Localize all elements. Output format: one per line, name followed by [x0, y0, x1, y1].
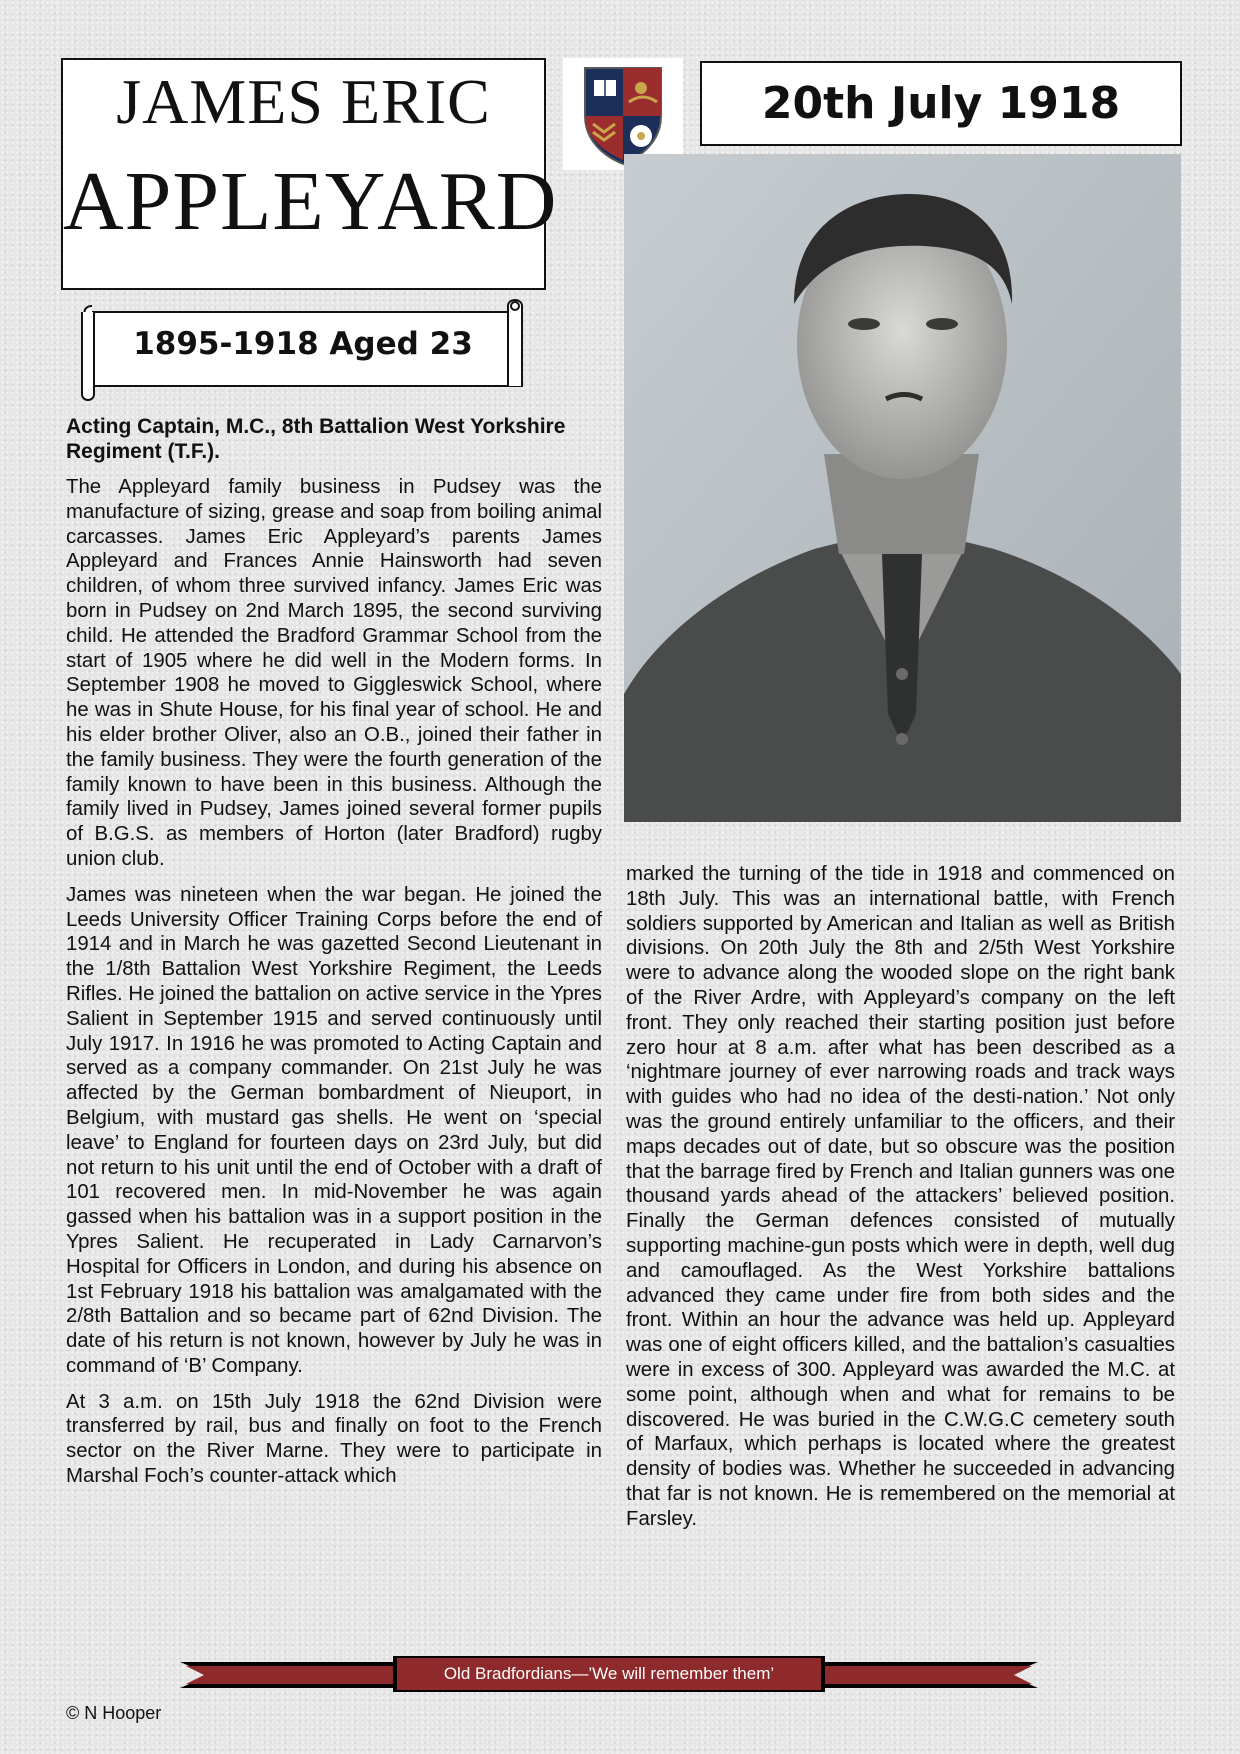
lifespan-scroll — [78, 298, 530, 402]
paragraph: The Appleyard family business in Pudsey was the manufacture of sizing, grease and soap from boiling animal carcasses. James Eric Appleyard’s parents James Appleyard and Frances Annie Hainsworth had seven children, of whom three survived infancy. James Eric was born in Pudsey on 2nd March 1895, the second surviving child. He attended the Bradford Grammar School from the start of 1905 where he did well in the Modern forms. In September 1908 he moved to Giggleswick School, where he was in Shute House, for his final year of school. He and his elder brother Oliver, also an O.B., joined their father in the family business. They were the fourth generation of the family known to have been in this business. Although the family lived in Pudsey, James joined several former pupils of B.G.S. as members of Horton (later Bradford) rugby union club. — [66, 476, 602, 870]
article-right-column — [626, 862, 1175, 1543]
paragraph: marked the turning of the tide in 1918 and commenced on 18th July. This was an international battle, with French soldiers supported by American and Italian as well as British divisions. On 20th July the 8th and 2/5th West Yorkshire were to advance along the wooded slope on the right bank of the River Ardre, with Appleyard’s company on the left front. They only reached their starting position just before zero hour at 8 a.m. after what has been described as a ‘nightmare journey of ever narrowing roads and track ways with guides who had no idea of the desti-nation.’ Not only was the ground entirely unfamiliar to the officers, and their maps decades out of date, but so obscure was the position that the barrage fired by French and Italian gunners was one thousand yards ahead of the attackers’ believed position. Finally the German defences consisted of mutually supporting machine-gun posts which were in depth, well dug and camouflaged. As the West Yorkshire battalions advanced they came under fire from both sides and the front. Within an hour the advance was held up. Appleyard was one of eight officers killed, and the battalion’s casualties were in excess of 300. Appleyard was awarded the M.C. at some point, although when and what for remains to be discovered. He was buried in the C.W.G.C cemetery south of Marfaux, which perhaps is located where the greatest density of bodies was. Whether he succeeded in advancing that far is not known. He is remembered on the memorial at Farsley. — [626, 863, 1175, 1530]
first-names: JAMES ERIC — [116, 66, 491, 137]
rank-subheading: Acting Captain, M.C., 8th Battalion West Yorkshire Regiment (T.F.). — [66, 415, 566, 463]
portrait-photo — [624, 154, 1181, 822]
surname: APPLEYARD — [63, 155, 558, 248]
copyright: © N Hooper — [66, 1703, 162, 1723]
name-box — [61, 58, 558, 290]
paragraph: At 3 a.m. on 15th July 1918 the 62nd Division were transferred by rail, bus and finally on foot to the French sector on the River Marne. They were to participate in Marshal Foch’s counter-attack which — [66, 1390, 602, 1488]
article-left-column — [66, 414, 602, 1500]
paragraph: James was nineteen when the war began. He joined the Leeds University Officer Training Corps before the end of 1914 and in March he was gazetted Second Lieutenant in the 1/8th Battalion West Yorkshire Regiment, the Leeds Rifles. He joined the battalion on active service in the Ypres Salient in September 1915 and served continuously until July 1917. In 1916 he was promoted to Acting Captain and served as a company commander. On 21st July he was affected by the German bombardment of Nieuport, in Belgium, with mustard gas shells. He went on ‘special leave’ to England for fourteen days on 23rd July, but did not return to his unit until the end of October with a draft of 101 recovered men. In mid-November he was again gassed when his battalion was in a support position in the Ypres Salient. He recuperated in Lady Carnarvon’s Hospital for Officers in London, and during his absence on 1st February 1918 his battalion was amalgamated with the 2/8th Battalion and so became part of 62nd Division. The date of his return is not known, however by July he was in command of ‘B’ Company. — [66, 883, 602, 1377]
banner-text: Old Bradfordians—’We will remember them’ — [443, 1664, 775, 1683]
lifespan: 1895-1918 Aged 23 — [133, 326, 473, 362]
date-box: 20th July 1918 — [700, 61, 1182, 146]
